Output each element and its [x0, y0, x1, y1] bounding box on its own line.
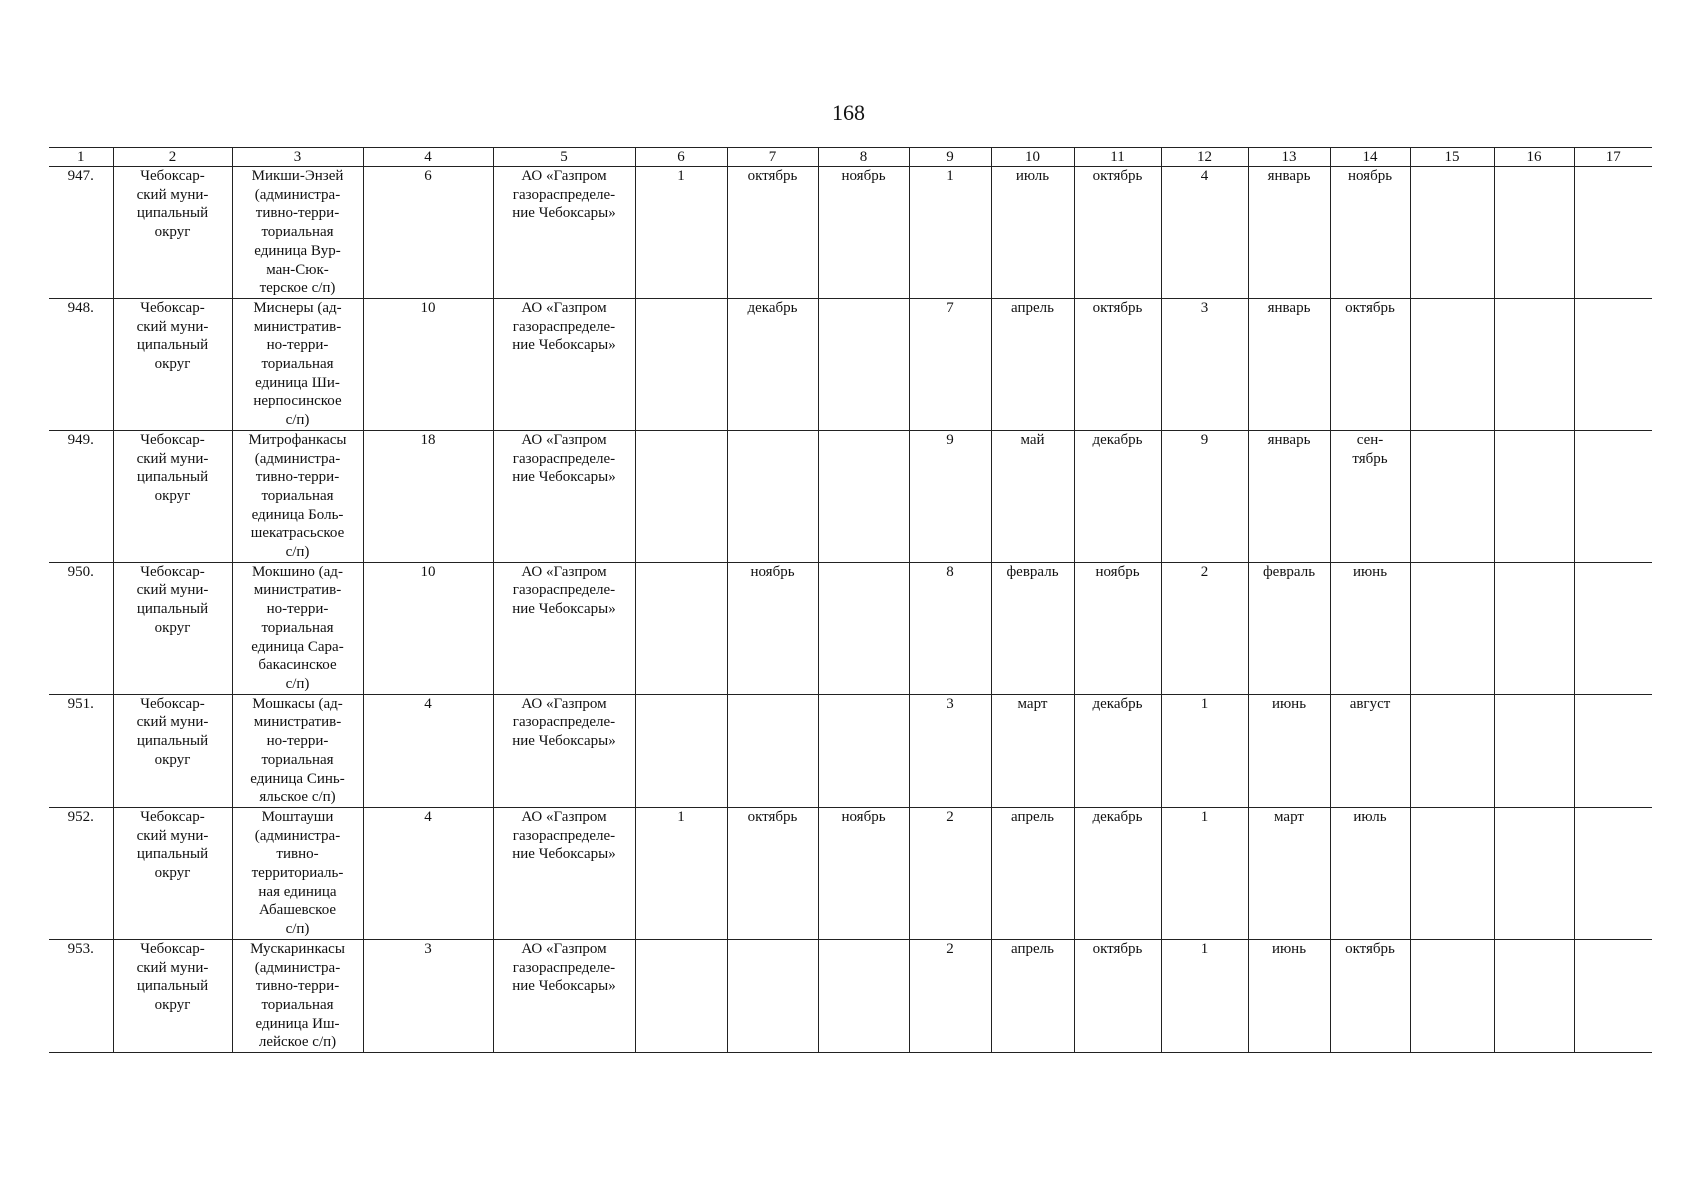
column-number-7: 7 [727, 148, 818, 167]
col8-cell [818, 694, 909, 807]
column-number-row [49, 148, 1652, 167]
col12-cell: 2 [1161, 562, 1248, 694]
count-cell: 18 [363, 430, 493, 562]
col15-cell [1410, 167, 1494, 299]
column-number-9: 9 [909, 148, 991, 167]
district-cell: Чебоксар- ский муни- ципальный округ [113, 562, 232, 694]
col9-cell: 9 [909, 430, 991, 562]
col17-cell [1574, 167, 1652, 299]
organization-cell: АО «Газпром газораспределе- ние Чебоксары» [493, 939, 635, 1052]
schedule-table [49, 147, 1652, 1053]
table-row [49, 939, 1652, 1052]
col10-cell: июль [991, 167, 1074, 299]
col13-cell: июнь [1248, 694, 1330, 807]
col8-cell [818, 939, 909, 1052]
col11-cell: октябрь [1074, 939, 1161, 1052]
col12-cell: 1 [1161, 694, 1248, 807]
col7-cell: октябрь [727, 167, 818, 299]
col10-cell: март [991, 694, 1074, 807]
organization-cell: АО «Газпром газораспределе- ние Чебоксары» [493, 807, 635, 939]
col15-cell [1410, 939, 1494, 1052]
column-number-12: 12 [1161, 148, 1248, 167]
col16-cell [1494, 167, 1574, 299]
col12-cell: 3 [1161, 298, 1248, 430]
column-number-2: 2 [113, 148, 232, 167]
table-body [49, 167, 1652, 1053]
col6-cell: 1 [635, 807, 727, 939]
settlement-cell: Миснеры (ад- министратив- но-терри- ториальная единица Ши- нерпосинское с/п) [232, 298, 363, 430]
settlement-cell: Мускаринкасы (администра- тивно-терри- ториальная единица Иш- лейское с/п) [232, 939, 363, 1052]
col11-cell: ноябрь [1074, 562, 1161, 694]
col11-cell: октябрь [1074, 167, 1161, 299]
col13-cell: январь [1248, 298, 1330, 430]
col10-cell: апрель [991, 807, 1074, 939]
col13-cell: март [1248, 807, 1330, 939]
count-cell: 10 [363, 562, 493, 694]
col8-cell: ноябрь [818, 807, 909, 939]
col6-cell [635, 430, 727, 562]
col17-cell [1574, 562, 1652, 694]
col10-cell: май [991, 430, 1074, 562]
col16-cell [1494, 694, 1574, 807]
col11-cell: декабрь [1074, 694, 1161, 807]
column-number-3: 3 [232, 148, 363, 167]
col14-cell: июнь [1330, 562, 1410, 694]
col9-cell: 1 [909, 167, 991, 299]
col17-cell [1574, 807, 1652, 939]
count-cell: 4 [363, 694, 493, 807]
row-number: 949. [49, 430, 113, 562]
col6-cell [635, 694, 727, 807]
col14-cell: ноябрь [1330, 167, 1410, 299]
col8-cell: ноябрь [818, 167, 909, 299]
col9-cell: 3 [909, 694, 991, 807]
col16-cell [1494, 430, 1574, 562]
col7-cell: декабрь [727, 298, 818, 430]
count-cell: 6 [363, 167, 493, 299]
col11-cell: декабрь [1074, 430, 1161, 562]
settlement-cell: Митрофанкасы (администра- тивно-терри- ториальная единица Боль- шекатрасьское с/п) [232, 430, 363, 562]
col12-cell: 9 [1161, 430, 1248, 562]
row-number: 950. [49, 562, 113, 694]
table-row [49, 807, 1652, 939]
col10-cell: апрель [991, 939, 1074, 1052]
col7-cell [727, 939, 818, 1052]
count-cell: 3 [363, 939, 493, 1052]
row-number: 951. [49, 694, 113, 807]
col13-cell: январь [1248, 167, 1330, 299]
column-number-13: 13 [1248, 148, 1330, 167]
organization-cell: АО «Газпром газораспределе- ние Чебоксары» [493, 167, 635, 299]
col9-cell: 7 [909, 298, 991, 430]
col14-cell: август [1330, 694, 1410, 807]
col6-cell [635, 562, 727, 694]
col6-cell [635, 298, 727, 430]
col6-cell [635, 939, 727, 1052]
col15-cell [1410, 430, 1494, 562]
col15-cell [1410, 807, 1494, 939]
row-number: 947. [49, 167, 113, 299]
col8-cell [818, 298, 909, 430]
col13-cell: июнь [1248, 939, 1330, 1052]
col12-cell: 1 [1161, 939, 1248, 1052]
district-cell: Чебоксар- ский муни- ципальный округ [113, 298, 232, 430]
col8-cell [818, 562, 909, 694]
district-cell: Чебоксар- ский муни- ципальный округ [113, 939, 232, 1052]
table-row [49, 167, 1652, 299]
district-cell: Чебоксар- ский муни- ципальный округ [113, 807, 232, 939]
district-cell: Чебоксар- ский муни- ципальный округ [113, 430, 232, 562]
col17-cell [1574, 298, 1652, 430]
col17-cell [1574, 939, 1652, 1052]
col9-cell: 8 [909, 562, 991, 694]
col9-cell: 2 [909, 939, 991, 1052]
col7-cell: октябрь [727, 807, 818, 939]
col6-cell: 1 [635, 167, 727, 299]
settlement-cell: Микши-Энзей (администра- тивно-терри- ториальная единица Вур- ман-Сюк- терское с/п) [232, 167, 363, 299]
table-row [49, 694, 1652, 807]
column-number-15: 15 [1410, 148, 1494, 167]
row-number: 952. [49, 807, 113, 939]
col10-cell: апрель [991, 298, 1074, 430]
col15-cell [1410, 298, 1494, 430]
col16-cell [1494, 939, 1574, 1052]
row-number: 948. [49, 298, 113, 430]
settlement-cell: Мошкасы (ад- министратив- но-терри- ториальная единица Синь- яльское с/п) [232, 694, 363, 807]
col15-cell [1410, 694, 1494, 807]
col14-cell: октябрь [1330, 939, 1410, 1052]
col7-cell [727, 430, 818, 562]
col7-cell: ноябрь [727, 562, 818, 694]
page-number: 168 [832, 100, 865, 125]
column-number-14: 14 [1330, 148, 1410, 167]
table-row [49, 430, 1652, 562]
count-cell: 4 [363, 807, 493, 939]
column-number-16: 16 [1494, 148, 1574, 167]
col8-cell [818, 430, 909, 562]
col9-cell: 2 [909, 807, 991, 939]
row-number: 953. [49, 939, 113, 1052]
organization-cell: АО «Газпром газораспределе- ние Чебоксары» [493, 562, 635, 694]
col14-cell: октябрь [1330, 298, 1410, 430]
col15-cell [1410, 562, 1494, 694]
col7-cell [727, 694, 818, 807]
organization-cell: АО «Газпром газораспределе- ние Чебоксары» [493, 430, 635, 562]
table-row [49, 562, 1652, 694]
col11-cell: октябрь [1074, 298, 1161, 430]
col13-cell: январь [1248, 430, 1330, 562]
col17-cell [1574, 430, 1652, 562]
count-cell: 10 [363, 298, 493, 430]
col11-cell: декабрь [1074, 807, 1161, 939]
col16-cell [1494, 562, 1574, 694]
column-number-4: 4 [363, 148, 493, 167]
column-number-5: 5 [493, 148, 635, 167]
table-row [49, 298, 1652, 430]
col16-cell [1494, 807, 1574, 939]
settlement-cell: Моштауши (администра- тивно- территориаль- ная единица Абашевское с/п) [232, 807, 363, 939]
column-number-11: 11 [1074, 148, 1161, 167]
col13-cell: февраль [1248, 562, 1330, 694]
column-number-8: 8 [818, 148, 909, 167]
column-number-17: 17 [1574, 148, 1652, 167]
col10-cell: февраль [991, 562, 1074, 694]
district-cell: Чебоксар- ский муни- ципальный округ [113, 167, 232, 299]
organization-cell: АО «Газпром газораспределе- ние Чебоксары» [493, 694, 635, 807]
organization-cell: АО «Газпром газораспределе- ние Чебоксары» [493, 298, 635, 430]
district-cell: Чебоксар- ский муни- ципальный округ [113, 694, 232, 807]
col12-cell: 1 [1161, 807, 1248, 939]
col14-cell: сен- тябрь [1330, 430, 1410, 562]
column-number-6: 6 [635, 148, 727, 167]
col14-cell: июль [1330, 807, 1410, 939]
col16-cell [1494, 298, 1574, 430]
col12-cell: 4 [1161, 167, 1248, 299]
column-number-1: 1 [49, 148, 113, 167]
settlement-cell: Мокшино (ад- министратив- но-терри- ториальная единица Сара- бакасинское с/п) [232, 562, 363, 694]
col17-cell [1574, 694, 1652, 807]
column-number-10: 10 [991, 148, 1074, 167]
